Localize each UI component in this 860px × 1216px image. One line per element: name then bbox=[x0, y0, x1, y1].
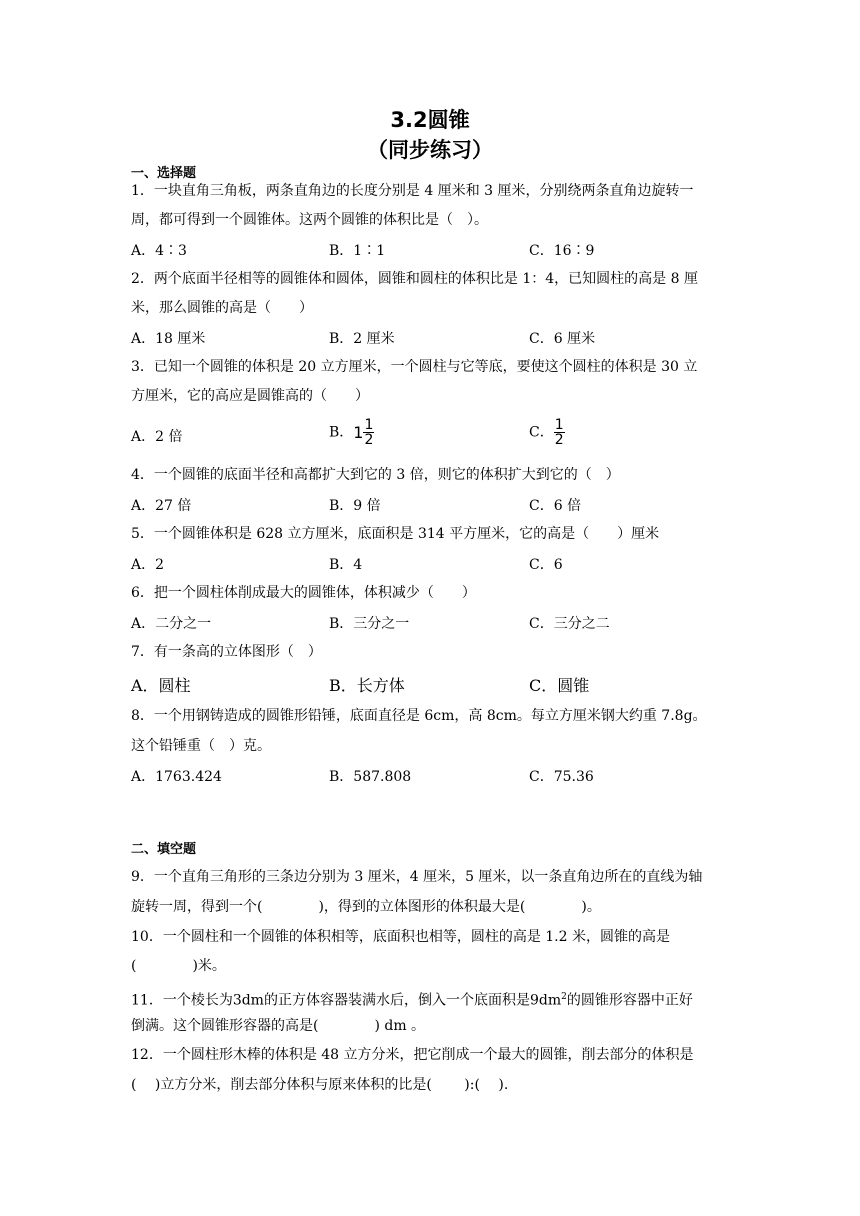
option-a: A．圆柱 bbox=[131, 676, 191, 695]
question-2-options bbox=[131, 328, 731, 348]
option-b: B．长方体 bbox=[329, 676, 405, 695]
section-heading-fill: 二、填空题 bbox=[131, 842, 197, 857]
page-subtitle: （同步练习） bbox=[367, 138, 493, 162]
question-2-line-2: 米，那么圆锥的高是（ ） bbox=[131, 300, 313, 316]
option-b: B．2 厘米 bbox=[329, 331, 395, 347]
mixed-number-whole: 1 bbox=[353, 423, 364, 442]
fraction-denominator: 2 bbox=[554, 432, 564, 448]
question-8-line-1: 8．一个用钢铸造成的圆锥形铅锤，底面直径是 6cm，高 8cm。每立方厘米钢大约重 7.8g。 bbox=[131, 708, 707, 724]
page-title: 3.2圆锥 bbox=[390, 108, 470, 132]
option-c: C．三分之二 bbox=[529, 616, 610, 632]
question-11-line-1 bbox=[131, 987, 731, 1011]
question-1-options bbox=[131, 240, 731, 260]
option-b: B．三分之一 bbox=[329, 616, 410, 632]
question-3-line-1: 3．已知一个圆锥的体积是 20 立方厘米，一个圆柱与它等底，要使这个圆柱的体积是 30 立 bbox=[131, 359, 698, 375]
question-12-line-1: 12．一个圆柱形木棒的体积是 48 立方分米，把它削成一个最大的圆锥，削去部分的体积是 bbox=[131, 1047, 694, 1063]
superscript: 2 bbox=[561, 992, 567, 1002]
option-c: C．16∶9 bbox=[529, 243, 595, 259]
option-c: C．6 厘米 bbox=[529, 331, 596, 347]
question-3-line-2: 方厘米，它的高应是圆锥高的（ ） bbox=[131, 388, 369, 404]
question-11-text-b: 的圆锥形容器中正好 bbox=[566, 992, 693, 1009]
option-b: B．1∶1 bbox=[329, 243, 386, 259]
question-7-line-1: 7．有一条高的立体图形（ ） bbox=[131, 644, 322, 660]
question-6-line-1: 6．把一个圆柱体削成最大的圆锥体，体积减少（ ） bbox=[131, 585, 476, 601]
fraction-numerator: 1 bbox=[554, 417, 564, 433]
question-9-line-2: 旋转一周，得到一个( )，得到的立体图形的体积最大是( )。 bbox=[131, 899, 601, 915]
question-1-line-2: 周，都可得到一个圆锥体。这两个圆锥的体积比是（ ）。 bbox=[131, 212, 488, 228]
option-c-prefix: C． bbox=[529, 424, 554, 441]
question-5-line-1: 5．一个圆锥体积是 628 立方厘米，底面积是 314 平方厘米，它的高是（ ）厘米 bbox=[131, 526, 660, 542]
option-a: A．2 倍 bbox=[131, 429, 183, 445]
question-11-text-a: 11．一个棱长为3dm的正方体容器装满水后，倒入一个底面积是9dm bbox=[131, 992, 562, 1009]
option-c bbox=[529, 418, 565, 447]
option-b: B．587.808 bbox=[329, 769, 412, 785]
question-5-options bbox=[131, 554, 731, 574]
option-c: C．圆锥 bbox=[529, 676, 590, 695]
option-b bbox=[329, 418, 374, 447]
fraction-denominator: 2 bbox=[364, 432, 374, 448]
fraction bbox=[554, 418, 565, 447]
option-b-prefix: B． bbox=[329, 424, 354, 441]
option-a: A．27 倍 bbox=[131, 498, 192, 514]
option-a: A．二分之一 bbox=[131, 616, 212, 632]
question-10-line-1: 10．一个圆柱和一个圆锥的体积相等，底面积也相等，圆柱的高是 1.2 米，圆锥的高是 bbox=[131, 929, 670, 945]
question-4-line-1: 4．一个圆锥的底面半径和高都扩大到它的 3 倍，则它的体积扩大到它的（ ） bbox=[131, 467, 620, 483]
question-1-line-1: 1．一块直角三角板，两条直角边的长度分别是 4 厘米和 3 厘米，分别绕两条直角边旋转一 bbox=[131, 183, 694, 199]
option-a: A．18 厘米 bbox=[131, 331, 206, 347]
option-a: A．1763.424 bbox=[131, 769, 222, 785]
question-3-options bbox=[131, 418, 731, 454]
question-10-line-2: ( )米。 bbox=[131, 958, 226, 974]
question-8-line-2: 这个铅锤重（ ）克。 bbox=[131, 738, 271, 754]
option-a: A．2 bbox=[131, 557, 165, 573]
question-9-line-1: 9．一个直角三角形的三条边分别为 3 厘米，4 厘米，5 厘米，以一条直角边所在的直线为轴 bbox=[131, 869, 703, 885]
question-6-options bbox=[131, 613, 731, 633]
fraction bbox=[363, 418, 374, 447]
option-b: B．4 bbox=[329, 557, 363, 573]
question-11-line-2: 倒满。这个圆锥形容器的高是( ) dm 。 bbox=[131, 1018, 426, 1034]
question-12-line-2: ( )立方分米，削去部分体积与原来体积的比是( ):( ). bbox=[131, 1077, 509, 1093]
option-b: B．9 倍 bbox=[329, 498, 381, 514]
question-4-options bbox=[131, 495, 731, 515]
question-7-options bbox=[131, 673, 731, 693]
option-a: A．4∶3 bbox=[131, 243, 187, 259]
fraction-numerator: 1 bbox=[364, 417, 374, 433]
question-8-options bbox=[131, 766, 731, 786]
question-2-line-1: 2．两个底面半径相等的圆锥体和圆体，圆锥和圆柱的体积比是 1：4，已知圆柱的高是 8 厘 bbox=[131, 271, 698, 287]
option-c: C．6 倍 bbox=[529, 498, 582, 514]
section-heading-choice: 一、选择题 bbox=[131, 166, 197, 181]
option-c: C．6 bbox=[529, 557, 563, 573]
option-c: C．75.36 bbox=[529, 769, 594, 785]
